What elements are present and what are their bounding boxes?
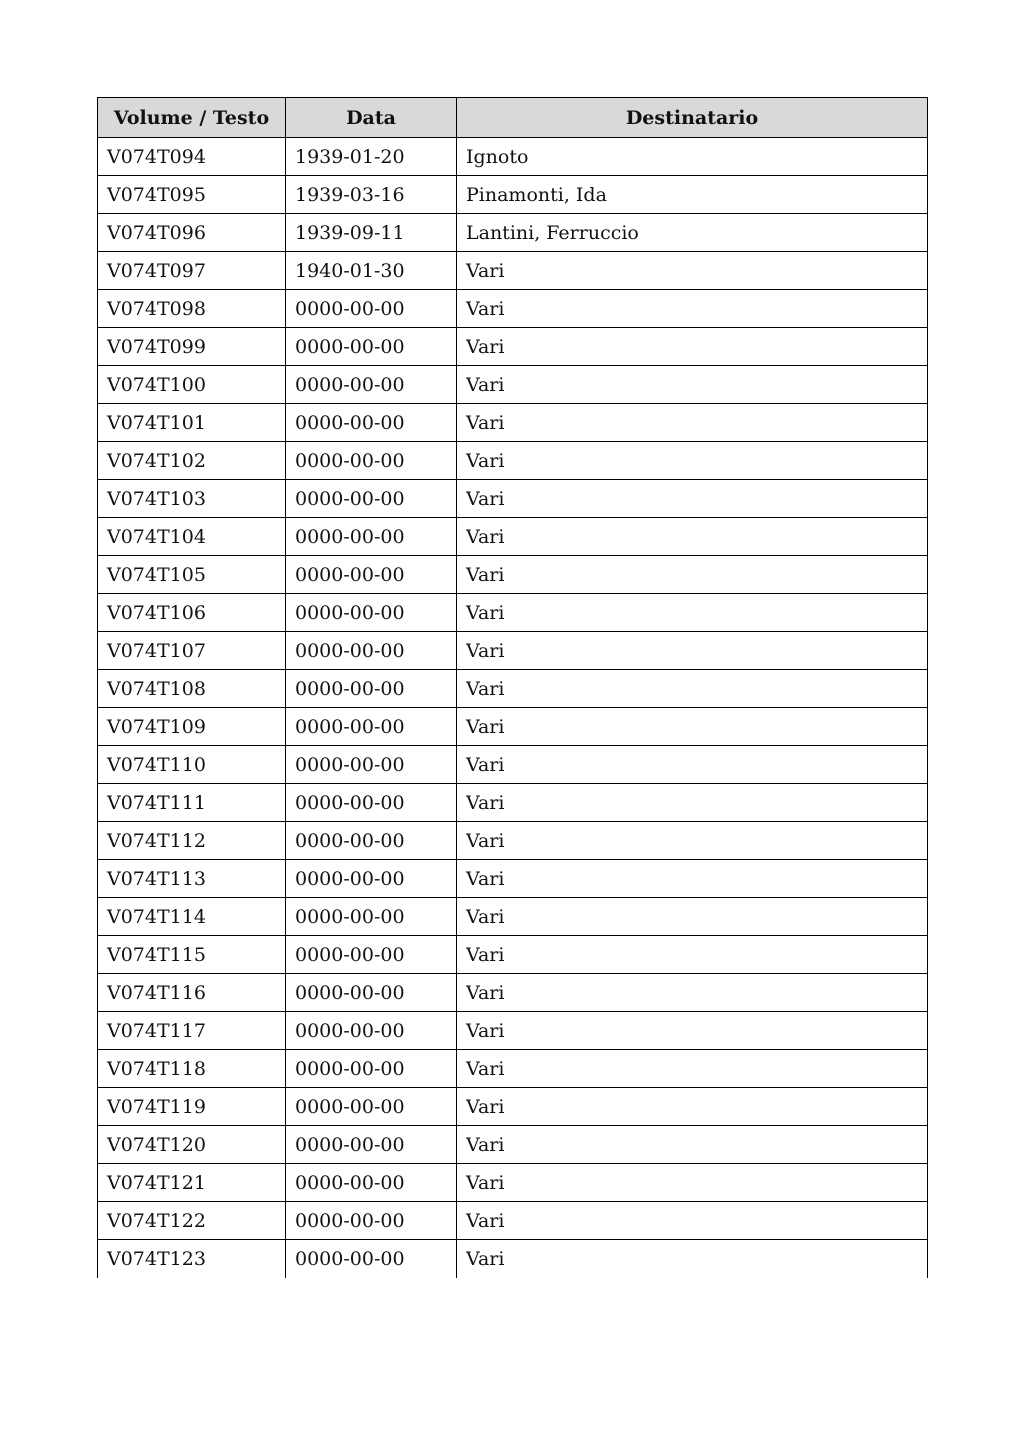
- table-row: [98, 670, 928, 708]
- table-row: [98, 1050, 928, 1088]
- cell-destinatario: Vari: [457, 556, 928, 594]
- cell-data: 0000-00-00: [286, 632, 457, 670]
- cell-data: 0000-00-00: [286, 974, 457, 1012]
- cell-destinatario: Vari: [457, 784, 928, 822]
- table-row: [98, 1202, 928, 1240]
- header-row: [98, 98, 928, 138]
- cell-data: 0000-00-00: [286, 594, 457, 632]
- table-row: [98, 404, 928, 442]
- cell-destinatario: Vari: [457, 708, 928, 746]
- cell-destinatario: Vari: [457, 822, 928, 860]
- cell-volume-testo: V074T113: [98, 860, 286, 898]
- cell-data: 0000-00-00: [286, 784, 457, 822]
- cell-data: 0000-00-00: [286, 822, 457, 860]
- cell-data: 1939-01-20: [286, 138, 457, 176]
- table-row: [98, 480, 928, 518]
- cell-volume-testo: V074T107: [98, 632, 286, 670]
- cell-volume-testo: V074T102: [98, 442, 286, 480]
- header-destinatario: Destinatario: [457, 98, 928, 138]
- cell-volume-testo: V074T097: [98, 252, 286, 290]
- cell-data: 0000-00-00: [286, 746, 457, 784]
- table-row: [98, 1088, 928, 1126]
- cell-destinatario: Vari: [457, 1088, 928, 1126]
- records-table: [97, 97, 928, 1278]
- cell-data: 0000-00-00: [286, 366, 457, 404]
- cell-data: 0000-00-00: [286, 328, 457, 366]
- table-row: [98, 860, 928, 898]
- cell-data: 0000-00-00: [286, 480, 457, 518]
- cell-destinatario: Vari: [457, 518, 928, 556]
- cell-volume-testo: V074T112: [98, 822, 286, 860]
- cell-destinatario: Vari: [457, 974, 928, 1012]
- cell-data: 0000-00-00: [286, 898, 457, 936]
- table-row: [98, 290, 928, 328]
- cell-volume-testo: V074T109: [98, 708, 286, 746]
- cell-volume-testo: V074T106: [98, 594, 286, 632]
- cell-destinatario: Vari: [457, 1050, 928, 1088]
- cell-volume-testo: V074T119: [98, 1088, 286, 1126]
- cell-volume-testo: V074T099: [98, 328, 286, 366]
- cell-data: 1939-03-16: [286, 176, 457, 214]
- cell-destinatario: Vari: [457, 746, 928, 784]
- cell-volume-testo: V074T123: [98, 1240, 286, 1278]
- cell-data: 0000-00-00: [286, 1202, 457, 1240]
- cell-data: 0000-00-00: [286, 860, 457, 898]
- table-header: [98, 98, 928, 138]
- cell-volume-testo: V074T108: [98, 670, 286, 708]
- table-row: [98, 138, 928, 176]
- table-row: [98, 746, 928, 784]
- table-row: [98, 974, 928, 1012]
- cell-volume-testo: V074T110: [98, 746, 286, 784]
- header-data: Data: [286, 98, 457, 138]
- cell-volume-testo: V074T094: [98, 138, 286, 176]
- cell-volume-testo: V074T115: [98, 936, 286, 974]
- cell-destinatario: Ignoto: [457, 138, 928, 176]
- table-row: [98, 1126, 928, 1164]
- cell-destinatario: Vari: [457, 442, 928, 480]
- table-row: [98, 518, 928, 556]
- cell-volume-testo: V074T095: [98, 176, 286, 214]
- table-row: [98, 252, 928, 290]
- cell-data: 0000-00-00: [286, 1012, 457, 1050]
- table-row: [98, 442, 928, 480]
- table-row: [98, 328, 928, 366]
- cell-data: 1939-09-11: [286, 214, 457, 252]
- table-row: [98, 1164, 928, 1202]
- cell-volume-testo: V074T105: [98, 556, 286, 594]
- cell-data: 0000-00-00: [286, 936, 457, 974]
- cell-volume-testo: V074T117: [98, 1012, 286, 1050]
- header-volume-testo: Volume / Testo: [98, 98, 286, 138]
- cell-destinatario: Vari: [457, 594, 928, 632]
- cell-destinatario: Vari: [457, 480, 928, 518]
- cell-data: 0000-00-00: [286, 1240, 457, 1278]
- cell-volume-testo: V074T120: [98, 1126, 286, 1164]
- cell-destinatario: Vari: [457, 328, 928, 366]
- table-body: [98, 138, 928, 1278]
- cell-destinatario: Vari: [457, 1164, 928, 1202]
- cell-data: 0000-00-00: [286, 708, 457, 746]
- cell-destinatario: Vari: [457, 290, 928, 328]
- table-row: [98, 214, 928, 252]
- table-row: [98, 898, 928, 936]
- cell-destinatario: Vari: [457, 670, 928, 708]
- cell-destinatario: Vari: [457, 1240, 928, 1278]
- cell-destinatario: Vari: [457, 404, 928, 442]
- cell-data: 0000-00-00: [286, 290, 457, 328]
- cell-data: 1940-01-30: [286, 252, 457, 290]
- cell-destinatario: Pinamonti, Ida: [457, 176, 928, 214]
- cell-data: 0000-00-00: [286, 442, 457, 480]
- cell-data: 0000-00-00: [286, 556, 457, 594]
- table-row: [98, 366, 928, 404]
- cell-volume-testo: V074T122: [98, 1202, 286, 1240]
- cell-destinatario: Vari: [457, 1202, 928, 1240]
- table-row: [98, 1012, 928, 1050]
- cell-volume-testo: V074T111: [98, 784, 286, 822]
- cell-volume-testo: V074T114: [98, 898, 286, 936]
- cell-volume-testo: V074T116: [98, 974, 286, 1012]
- cell-data: 0000-00-00: [286, 1164, 457, 1202]
- table-row: [98, 556, 928, 594]
- cell-destinatario: Vari: [457, 632, 928, 670]
- cell-volume-testo: V074T118: [98, 1050, 286, 1088]
- cell-destinatario: Vari: [457, 898, 928, 936]
- cell-volume-testo: V074T121: [98, 1164, 286, 1202]
- table-row: [98, 176, 928, 214]
- cell-data: 0000-00-00: [286, 670, 457, 708]
- cell-volume-testo: V074T103: [98, 480, 286, 518]
- cell-data: 0000-00-00: [286, 1088, 457, 1126]
- cell-volume-testo: V074T098: [98, 290, 286, 328]
- cell-volume-testo: V074T104: [98, 518, 286, 556]
- table-row: [98, 594, 928, 632]
- table-row: [98, 936, 928, 974]
- table-row: [98, 822, 928, 860]
- table-row: [98, 632, 928, 670]
- cell-destinatario: Vari: [457, 1126, 928, 1164]
- table-row: [98, 784, 928, 822]
- table-row: [98, 708, 928, 746]
- cell-volume-testo: V074T100: [98, 366, 286, 404]
- cell-destinatario: Vari: [457, 252, 928, 290]
- cell-volume-testo: V074T096: [98, 214, 286, 252]
- cell-destinatario: Vari: [457, 860, 928, 898]
- cell-data: 0000-00-00: [286, 518, 457, 556]
- cell-data: 0000-00-00: [286, 1050, 457, 1088]
- cell-data: 0000-00-00: [286, 1126, 457, 1164]
- table-row: [98, 1240, 928, 1278]
- cell-data: 0000-00-00: [286, 404, 457, 442]
- cell-destinatario: Lantini, Ferruccio: [457, 214, 928, 252]
- cell-destinatario: Vari: [457, 936, 928, 974]
- cell-destinatario: Vari: [457, 366, 928, 404]
- cell-volume-testo: V074T101: [98, 404, 286, 442]
- cell-destinatario: Vari: [457, 1012, 928, 1050]
